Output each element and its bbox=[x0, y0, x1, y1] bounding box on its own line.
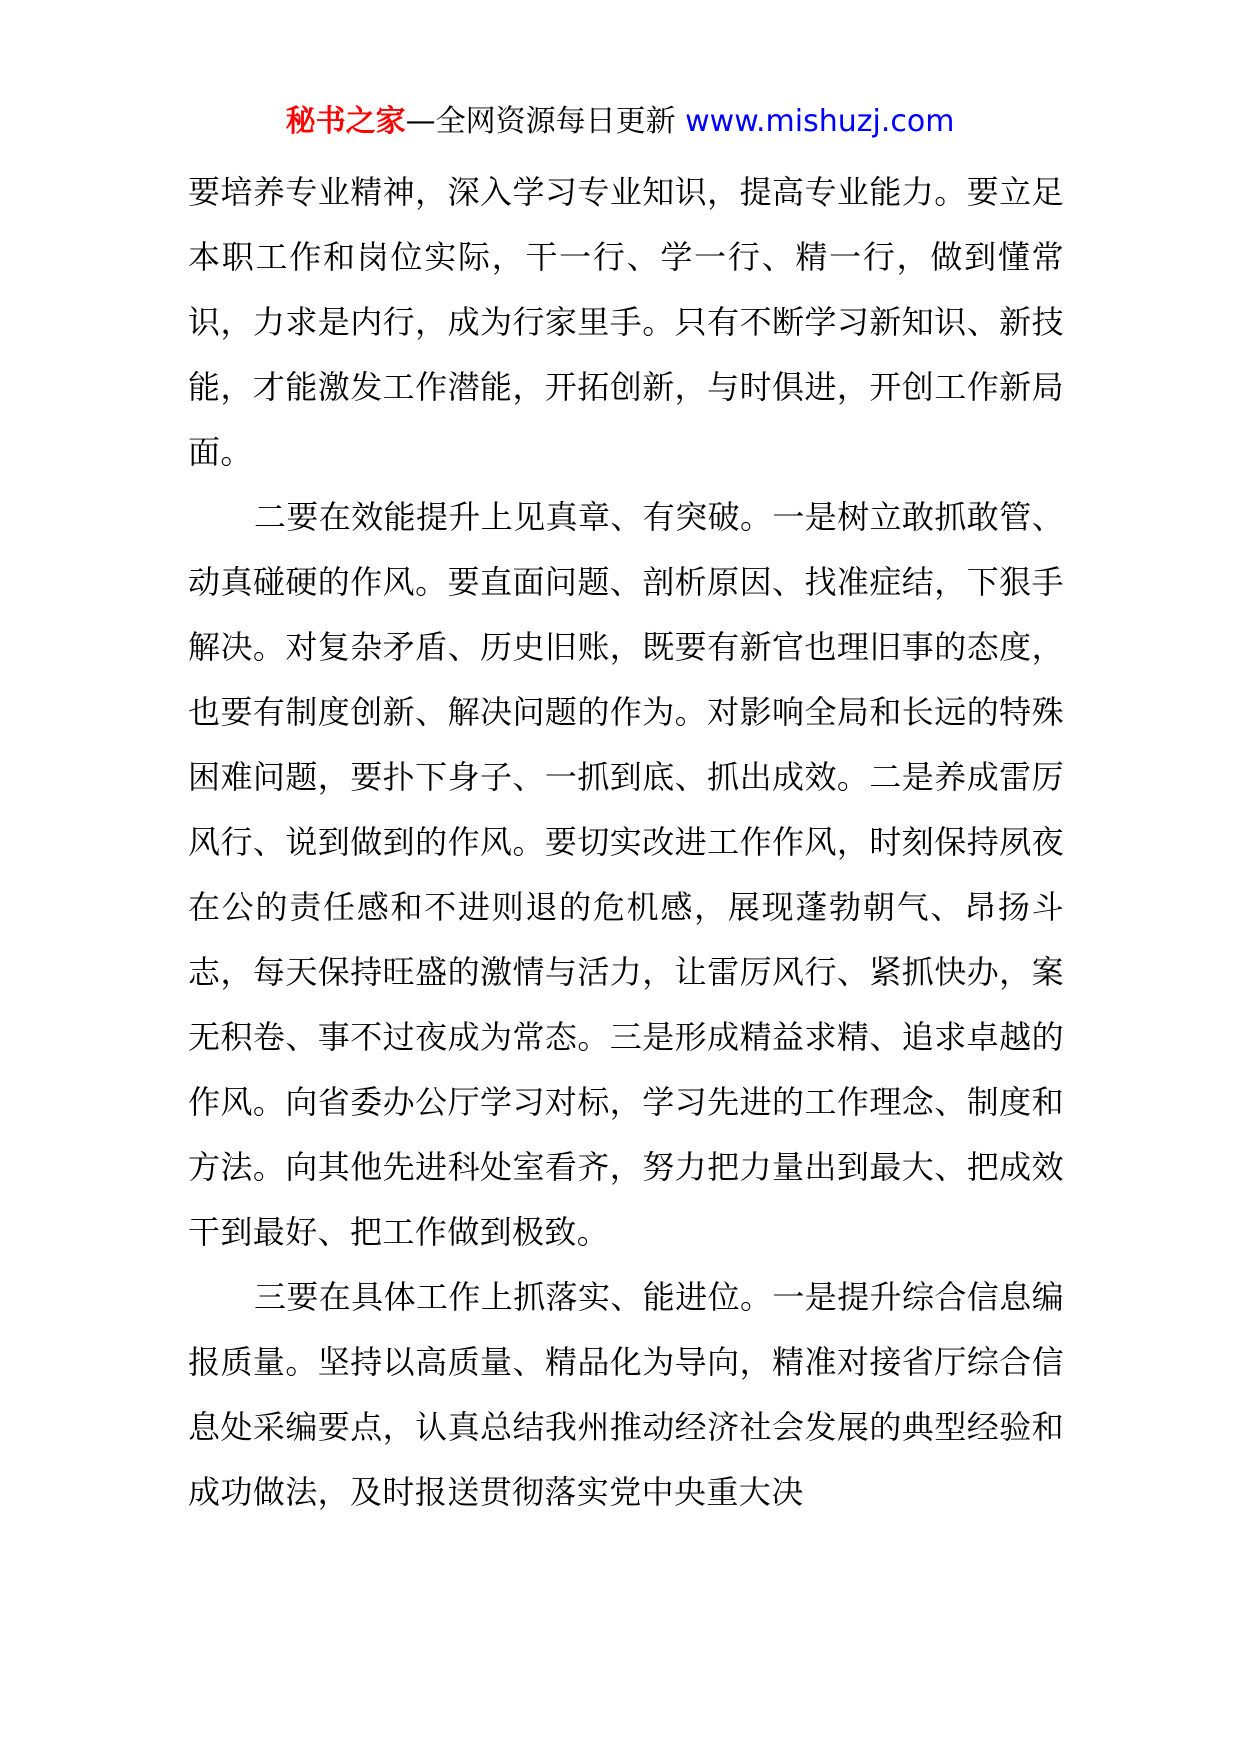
paragraph-continuation: 要培养专业精神，深入学习专业知识，提高专业能力。要立足本职工作和岗位实际，干一行、学一行、精一行，做到懂常识，力求是内行，成为行家里手。只有不断学习新知识、新技能，才能激发工作潜能，开拓创新，与时俱进，开创工作新局面。 bbox=[188, 173, 1064, 471]
site-brand: 秘书之家 bbox=[285, 104, 406, 139]
paragraph-section-three: 三要在具体工作上抓落实、能进位。一是提升综合信息编报质量。坚持以高质量、精品化为导向，精准对接省厅综合信息处采编要点，认真总结我州推动经济社会发展的典型经验和成功做法，及时报送贯彻落实党中央重大决 bbox=[188, 1278, 1065, 1511]
site-tagline: —全网资源每日更新 bbox=[405, 104, 676, 139]
document-body bbox=[188, 160, 1064, 1525]
watermark-header bbox=[0, 100, 1240, 144]
paragraph-section-two: 二要在效能提升上见真章、有突破。一是树立敢抓敢管、动真碰硬的作风。要直面问题、剖析原因、找准症结，下狠手解决。对复杂矛盾、历史旧账，既要有新官也理旧事的态度，也要有制度创新、解决问题的作为。对影响全局和长远的特殊困难问题，要扑下身子、一抓到底、抓出成效。二是养成雷厉风行、说到做到的作风。要切实改进工作作风，时刻保持夙夜在公的责任感和不进则退的危机感，展现蓬勃朝气、昂扬斗志，每天保持旺盛的激情与活力，让雷厉风行、紧抓快办，案无积卷、事不过夜成为常态。三是形成精益求精、追求卓越的作风。向省委办公厅学习对标，学习先进的工作理念、制度和方法。向其他先进科处室看齐，努力把力量出到最大、把成效干到最好、把工作做到极致。 bbox=[188, 498, 1065, 1251]
site-url: www.mishuzj.com bbox=[685, 104, 955, 139]
